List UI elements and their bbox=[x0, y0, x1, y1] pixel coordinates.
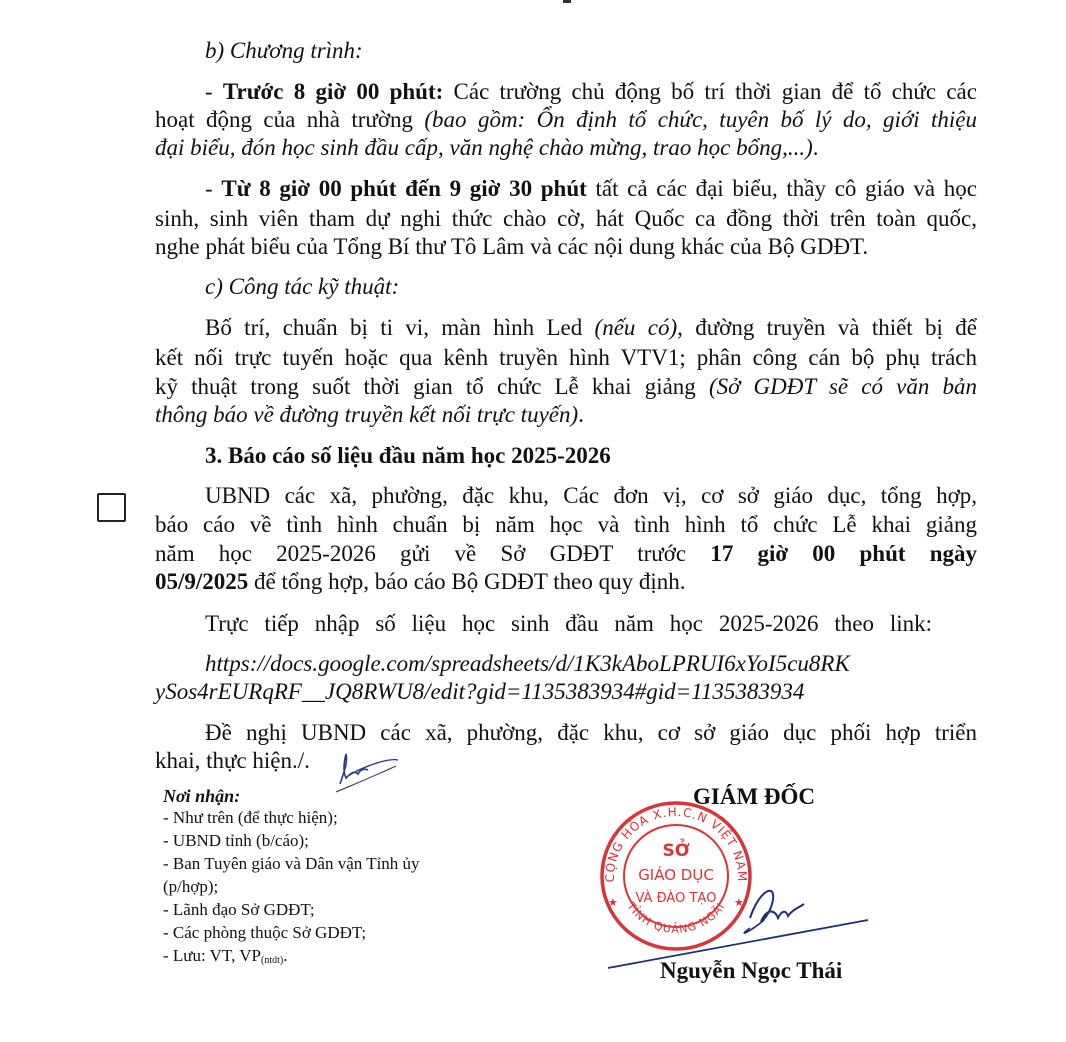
handwritten-signature-icon bbox=[600, 868, 872, 972]
section-b-p2-line2: sinh, sinh viên tham dự nghi thức chào cờ, hát Quốc ca đồng thời trên toàn quốc, bbox=[155, 206, 977, 231]
bold-date: 05/9/2025 bbox=[155, 569, 249, 594]
recipient-item: - Như trên (để thực hiện); bbox=[163, 808, 338, 827]
section-b-heading: b) Chương trình: bbox=[205, 38, 363, 63]
svg-text:SỞ: SỞ bbox=[662, 841, 690, 861]
recipient-item: - Ban Tuyên giáo và Dân vận Tỉnh ủy bbox=[163, 854, 420, 873]
section-b-p2-line3: nghe phát biểu của Tổng Bí thư Tô Lâm và các nội dung khác của Bộ GDĐT. bbox=[155, 234, 869, 259]
checkbox[interactable] bbox=[97, 493, 126, 522]
section-3-heading: 3. Báo cáo số liệu đầu năm học 2025-2026 bbox=[205, 443, 611, 468]
section-3-p1-line1: UBND các xã, phường, đặc khu, Các đơn vị, cơ sở giáo dục, tổng hợp, bbox=[205, 483, 977, 508]
initial-signature-icon bbox=[330, 744, 402, 796]
recipient-item-last: - Lưu: VT, $VP_{(ntdt)}$. bbox=[163, 946, 288, 966]
svg-text:CỘNG HÒA X.H.C.N VIỆT NAM: CỘNG HÒA X.H.C.N VIỆT NAM bbox=[602, 804, 750, 883]
section-b-p1-line1: - Trước 8 giờ 00 phút: Các trường chủ động bố trí thời gian để tổ chức các bbox=[205, 79, 977, 104]
bold-time: Trước 8 giờ 00 phút: bbox=[222, 79, 444, 104]
bold-time-range: Từ 8 giờ 00 phút đến 9 giờ 30 phút bbox=[221, 176, 587, 201]
section-b-p1-line3: đại biểu, đón học sinh đầu cấp, văn nghệ chào mừng, trao học bổng,...). bbox=[155, 135, 819, 160]
section-b-p1-line2: hoạt động của nhà trường (bao gồm: Ổn định tổ chức, tuyên bố lý do, giới thiệu bbox=[155, 107, 977, 132]
recipient-item: - UBND tỉnh (b/cáo); bbox=[163, 831, 309, 850]
signature-title: GIÁM ĐỐC bbox=[693, 784, 816, 809]
link-line2[interactable]: ySos4rEURqRF__JQ8RWU8/edit?gid=1135383934#gid=1135383934 bbox=[155, 679, 805, 704]
signer-name: Nguyễn Ngọc Thái bbox=[660, 958, 843, 983]
link-line1[interactable]: https://docs.google.com/spreadsheets/d/1K3kAboLPRUI6xYoI5cu8RK bbox=[205, 651, 850, 676]
section-c-line3: kỹ thuật trong suốt thời gian tổ chức Lễ khai giảng (Sở GDĐT sẽ có văn bản bbox=[155, 374, 977, 399]
section-3-p3-line2: khai, thực hiện./. bbox=[155, 748, 310, 773]
section-3-p3-line1: Đề nghị UBND các xã, phường, đặc khu, cơ sở giáo dục phối hợp triển bbox=[205, 720, 977, 745]
section-b-p2-line1: - Từ 8 giờ 00 phút đến 9 giờ 30 phút tất cả các đại biểu, thầy cô giáo và học bbox=[205, 176, 977, 201]
section-c-line1: Bố trí, chuẩn bị ti vi, màn hình Led (nếu có), đường truyền và thiết bị để bbox=[205, 315, 977, 340]
section-c-line2: kết nối trực tuyến hoặc qua kênh truyền hình VTV1; phân công cán bộ phụ trách bbox=[155, 345, 977, 370]
section-3-p1-line4: 05/9/2025 để tổng hợp, báo cáo Bộ GDĐT theo quy định. bbox=[155, 569, 686, 594]
section-c-line4: thông báo về đường truyền kết nối trực tuyến). bbox=[155, 402, 584, 427]
svg-text:★: ★ bbox=[734, 897, 744, 909]
recipient-item: (p/hợp); bbox=[163, 877, 219, 896]
page-edge-mark bbox=[563, 0, 571, 3]
svg-text:TỈNH QUẢNG NGÃI: TỈNH QUẢNG NGÃI bbox=[624, 899, 728, 936]
section-3-p2: Trực tiếp nhập số liệu học sinh đầu năm học 2025-2026 theo link: bbox=[205, 611, 932, 636]
section-3-p1-line3: năm học 2025-2026 gửi về Sở GDĐT trước 17 giờ 00 phút ngày bbox=[155, 541, 977, 566]
svg-text:★: ★ bbox=[608, 897, 618, 909]
svg-text:VÀ ĐÀO TẠO: VÀ ĐÀO TẠO bbox=[635, 891, 717, 906]
recipient-item: - Các phòng thuộc Sở GDĐT; bbox=[163, 923, 367, 942]
section-c-heading: c) Công tác kỹ thuật: bbox=[205, 274, 400, 299]
recipient-item: - Lãnh đạo Sở GDĐT; bbox=[163, 900, 315, 919]
recipients-title: Nơi nhận: bbox=[163, 786, 241, 806]
section-3-p1-line2: báo cáo về tình hình chuẩn bị năm học và tình hình tổ chức Lễ khai giảng bbox=[155, 512, 977, 537]
svg-text:GIÁO DỤC: GIÁO DỤC bbox=[638, 866, 714, 884]
bold-deadline: 17 giờ 00 phút ngày bbox=[710, 541, 977, 566]
